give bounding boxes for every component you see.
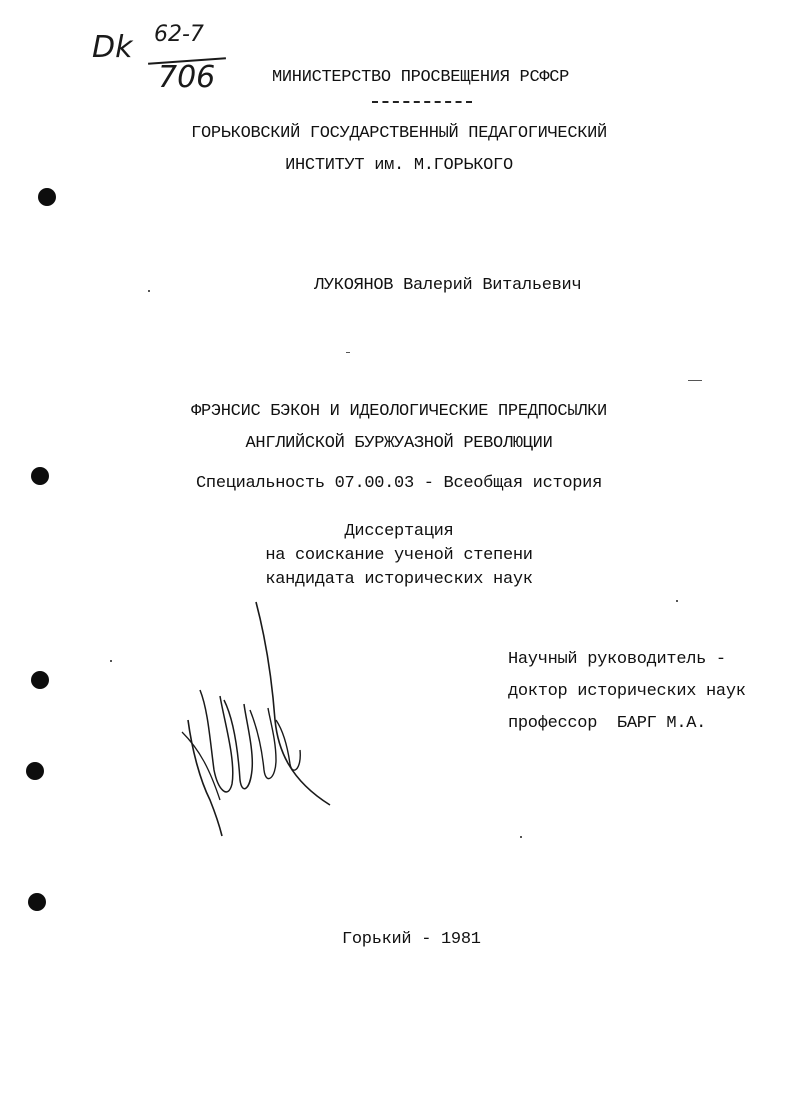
archive-code: Dk [92,30,133,65]
author-name: ЛУКОЯНОВ Валерий Витальевич [314,276,582,295]
punch-hole [31,671,49,689]
degree-line-2: кандидата исторических наук [265,570,533,589]
archive-number-top: 62-7 [154,22,204,47]
punch-hole [38,188,56,206]
degree-line-1: на соискание ученой степени [265,546,533,565]
specialty-line: Специальность 07.00.03 - Всеобщая история [196,474,602,493]
scan-speck [346,352,350,353]
punch-hole [28,893,46,911]
supervisor-line-3: профессор БАРГ М.А. [508,714,707,733]
archive-number-bottom: 706 [158,60,216,95]
scan-speck [110,660,112,662]
institute-line-1: ГОРЬКОВСКИЙ ГОСУДАРСТВЕННЫЙ ПЕДАГОГИЧЕСКИЙ [191,124,607,143]
thesis-title-line-2: АНГЛИЙСКОЙ БУРЖУАЗНОЙ РЕВОЛЮЦИИ [245,434,553,453]
scan-speck [676,600,678,602]
supervisor-line-1: Научный руководитель - [508,650,726,669]
scan-speck [688,380,702,381]
place-and-year: Горький - 1981 [342,930,481,949]
institute-line-2: ИНСТИТУТ им. М.ГОРЬКОГО [285,156,513,175]
handwritten-signature [180,600,350,840]
punch-hole [26,762,44,780]
punch-hole [31,467,49,485]
archive-mark [92,22,242,102]
supervisor-line-2: доктор исторических наук [508,682,746,701]
dissertation-label: Диссертация [344,522,454,541]
ministry-heading: МИНИСТЕРСТВО ПРОСВЕЩЕНИЯ РСФСР [272,68,570,87]
scan-speck [520,836,522,838]
scan-speck [148,290,150,292]
header-divider [372,101,472,103]
thesis-title-line-1: ФРЭНСИС БЭКОН И ИДЕОЛОГИЧЕСКИЕ ПРЕДПОСЫЛКИ [191,402,607,421]
